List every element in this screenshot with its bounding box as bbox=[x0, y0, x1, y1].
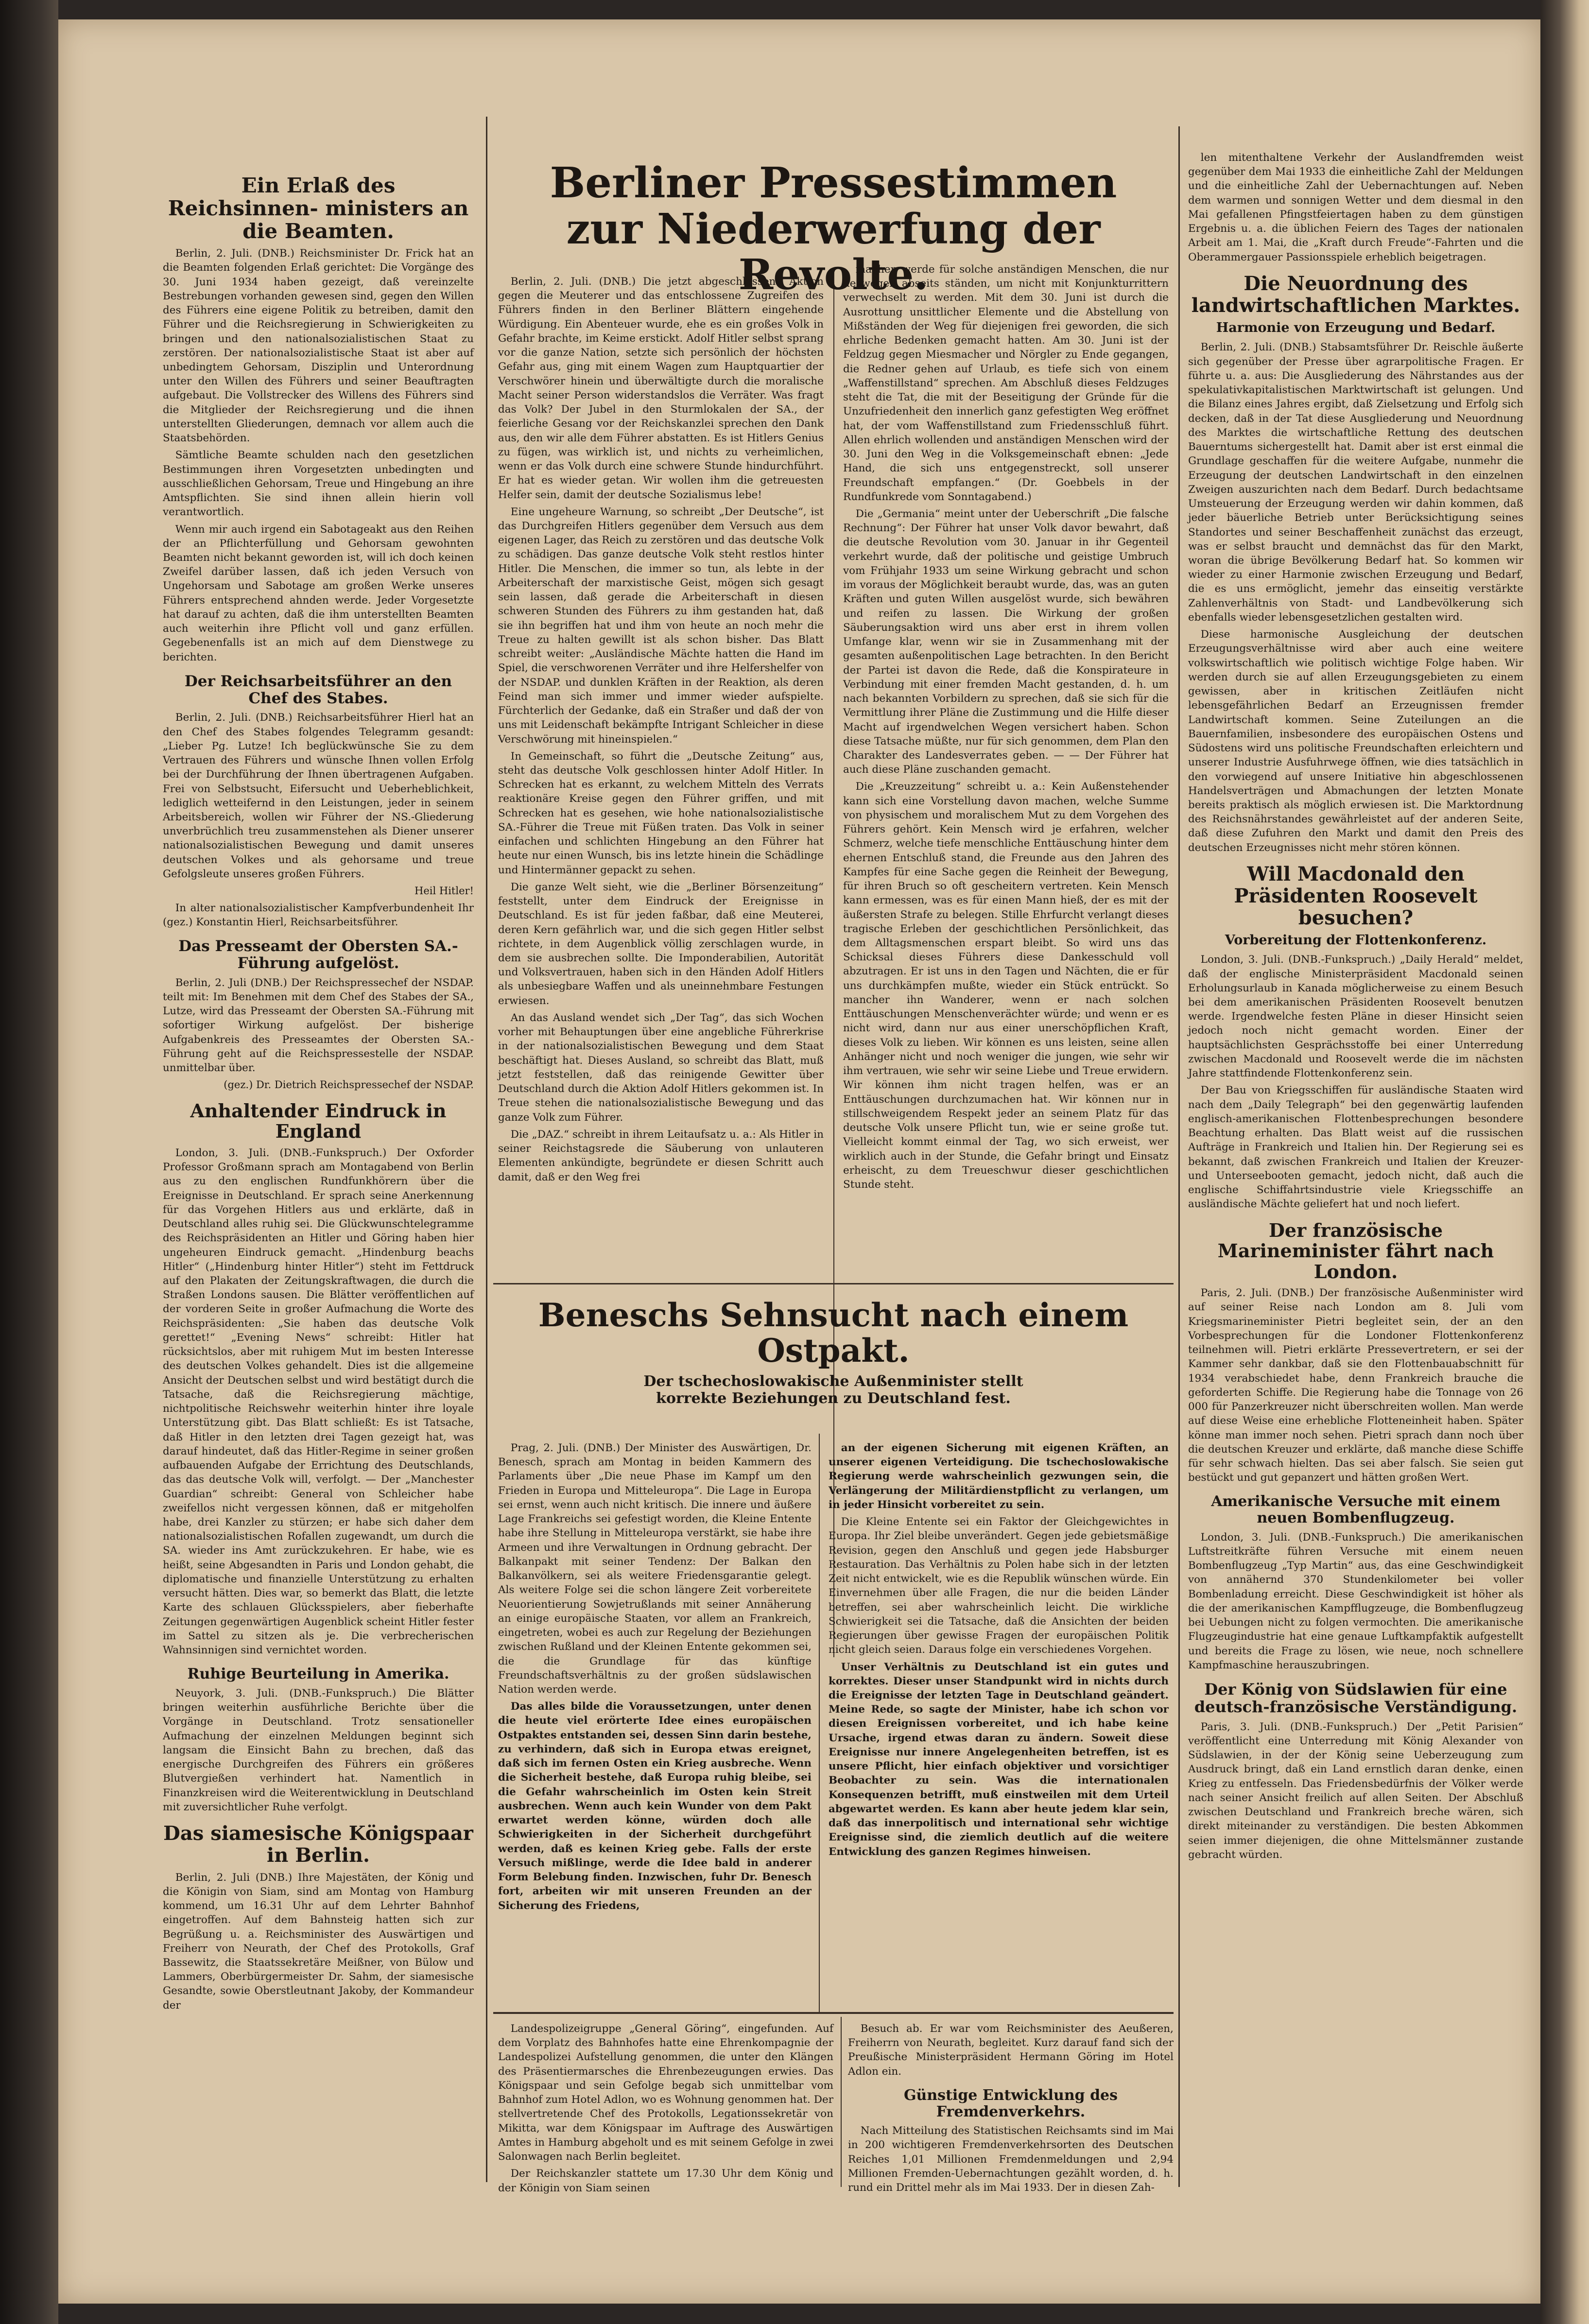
article-text: Neuyork, 3. Juli. (DNB.-Funkspruch.) Die Blätter bringen weiterhin ausführliche Berichte über die Vorgänge in Deutschland. Trotz sensationeller Aufmachung der einzelnen Meldungen beginnt sich langsam die Einsicht Bahn zu brechen, daß das energische Durchgreifen des Führers ein größeres Blutvergießen verhindert hat. Namentlich in Finanzkreisen wird die Weiterentwicklung in Deutschland mit zuversichtlicher Ruhe verfolgt. bbox=[163, 1687, 474, 1813]
column-1 bbox=[163, 165, 474, 2015]
column-rule bbox=[819, 1434, 820, 2012]
article-text: Die „Germania“ meint unter der Ueberschrift „Die falsche Rechnung“: Der Führer hat unser Volk davor bewahrt, daß die deutsche Revolution vom 30. Januar in ihr Gegenteil verkehrt wurde, daß der politische und geistige Umbruch vom Frühjahr 1933 um seine Wirkung gebracht und schon im voraus der Möglichkeit beraubt wurde, das, was an guten Kräften und guten Willen ausgelöst wurde, sich bewähren und reifen zu lassen. Die Wirkung der großen Säuberungsaktion wird uns aber erst in ihrem vollen Umfange klar, wenn wir sie in Zusammenhang mit der gesamten außenpolitischen Lage betrachten. In den Bericht der Partei ist davon die Rede, daß die Konspirateure in Verbindung mit einer fremden Macht gestanden, d. h. um nach bekannten Vorbildern zu sprechen, daß sie sich für die Vermittlung ihrer Pläne die Zustimmung und die Hilfe dieser Macht auf irgendwelchen Wegen versichert haben. Schon diese Tatsache müßte, nur für sich genommen, dem Plan den Charakter des Landesverrates geben. — — Der Führer hat auch diese Pläne zuschanden gemacht. bbox=[843, 507, 1169, 776]
article-text: machen werde für solche anständigen Menschen, die nur deswegen abseits ständen, um nicht mit Konjunkturrittern verwechselt zu werden. Mit dem 30. Juni ist durch die Ausrottung unsittlicher Elemente und die Abstellung von Mißständen der Weg für diejenigen frei geworden, die sich ehrliche Bedenken gemacht hatten. Am 30. Juni ist der Feldzug gegen Miesmacher und Nörgler zu Ende gegangen, die Redner gehen auf Urlaub, es tiefe sich von einem „Waffenstillstand“ sprechen. Am Abschluß dieses Feldzuges steht die Tat, die mit der Beseitigung der Gründe für die Unzufriedenheit den innerlich ganz gefestigten Weg eröffnet hat, der vom Waffenstillstand zum Friedensschluß führt. Allen ehrlich wollenden und anständigen Menschen wird der 30. Juni den Weg in die Volksgemeinschaft ebnen: „Jede Hand, die sich uns entgegenstreckt, soll unserer Freundschaft empfangen.“ (Dr. Goebbels in der Rundfunkrede vom Sonntagabend.) bbox=[843, 263, 1169, 503]
bottom-block-siam bbox=[498, 2022, 833, 2198]
subheadline-flottenkonferenz: Vorbereitung der Flottenkonferenz. bbox=[1225, 933, 1487, 948]
column-rule bbox=[486, 117, 487, 2182]
article-text: Die ganze Welt sieht, wie die „Berliner Börsenzeitung“ feststellt, unter dem Eindruck der Ereignisse in Deutschland. Es ist für jeden faßbar, daß eine Meuterei, deren Kern gefährlich war, und die sich gegen Hitler selbst richtete, in dem Augenblick völlig zerschlagen wurde, in dem sie ausbrechen sollte. Die Imponderabilien, Autorität und Volksvertrauen, haben sich in den Händen Adolf Hitlers als unbesiegbare Waffen und als uneinnehmbare Festungen erwiesen. bbox=[498, 881, 824, 1007]
benesch-headline bbox=[496, 1298, 1171, 1407]
column-3 bbox=[843, 262, 1169, 1195]
article-text: Berlin, 2. Juli (DNB.) Der Reichspressechef der NSDAP. teilt mit: Im Benehmen mit dem Chef des Stabes der SA., Lutze, wird das Presseamt der Obersten SA.-Führung mit sofortiger Wirkung aufgelöst. Der bisherige Aufgabenkreis des Presseamtes der Obersten SA.-Führung geht auf die Reichspressestelle der NSDAP. unmittelbar über. bbox=[163, 976, 474, 1074]
article-text: Diese harmonische Ausgleichung der deutschen Erzeugungsverhältnisse wird aber auch eine weitere volkswirtschaftlich wie politisch wichtige Folge haben. Wir werden durch sie auf allen Erzeugungsgebieten zu einem gewissen, aber in kritischen Zeitläufen nicht lebensgefährlichen Bedarf an Erzeugnissen fremder Landwirtschaft kommen. Seine Zuteilungen an die Bauernfamilien, insbesondere des europäischen Ostens und Südostens wird uns politische Freundschaften erleichtern und unserer Industrie Ausfuhrwege öffnen, wie dies tatsächlich in den vorwiegend auf unsere Initiative hin abgeschlossenen Handelsverträgen und Abmachungen der letzten Monate bereits praktisch als möglich erwiesen ist. Die Marktordnung des Reichsnährstandes gewährleistet auf der anderen Seite, daß diese Zufuhren den Markt und damit den Preis des deutschen Erzeugnisses nicht mehr stören können. bbox=[1188, 628, 1523, 854]
headline-england: Anhaltender Eindruck in England bbox=[190, 1099, 447, 1143]
next-page-edge bbox=[1540, 0, 1589, 2324]
headline-amerika: Ruhige Beurteilung in Amerika. bbox=[187, 1665, 449, 1683]
headline-reichsarbeitsfuehrer: Der Reichsarbeitsführer an den Chef des Stabes. bbox=[184, 672, 452, 707]
article-text: Heil Hitler! bbox=[415, 885, 474, 897]
article-text: Unser Verhältnis zu Deutschland ist ein gutes und korrektes. Dieser unser Standpunkt wird in nichts durch die Ereignisse der letzten Tage in Deutschland geändert. Meine Rede, so sagte der Minister, habe ich schon vor diesen Ereignissen vorbereitet, und ich habe keine Ursache, irgend etwas daran zu ändern. Soweit diese Ereignisse nur innere Angelegenheiten betreffen, ist es unsere Pflicht, hier einfach objektiver und vorsichtiger Beobachter zu sein. Was die internationalen Konsequenzen betrifft, muß einstweilen mit dem Urteil abgewartet werden. Es kann aber heute jedem klar sein, daß das innerpolitisch und international sehr wichtige Ereignisse sind, die ziemlich deutlich auf die weitere Entwicklung des ganzen Regimes hinweisen. bbox=[829, 1661, 1169, 1858]
column-2 bbox=[498, 275, 824, 1187]
article-text: an der eigenen Sicherung mit eigenen Kräften, an unserer eigenen Verteidigung. Die tschechoslowakische Regierung werde wahrscheinlich gezwungen sein, die Verlängerung der Militärdienstpflicht zu verlangen, um in jeder Hinsicht vorbereitet zu sein. bbox=[829, 1442, 1169, 1511]
article-text: Paris, 3. Juli. (DNB.-Funkspruch.) Der „Petit Parisien“ veröffentlicht eine Unterredung mit König Alexander von Südslawien, in der der König seine Ueberzeugung zum Ausdruck bringt, daß ein Land ernstlich daran denke, einen Krieg zu entfesseln. Das Friedensbedürfnis der Völker werde nach seiner Ansicht freilich auf allen Seiten. Der Abschluß zwischen Deutschland und Frankreich breche wären, sich direkt miteinander zu verständigen. Die besten Abkommen seien immer diejenigen, die ohne Mittelsmänner zustande gebracht würden. bbox=[1188, 1720, 1523, 1861]
article-text: Berlin, 2. Juli. (DNB.) Reichsminister Dr. Frick hat an die Beamten folgenden Erlaß gerichtet: Die Vorgänge des 30. Juni 1934 haben gezeigt, daß vereinzelte Bestrebungen vorhanden gewesen sind, gegen den Willen des Führers eine eigene Politik zu betreiben, damit den Führer und die Reichsregierung in Schwierigkeiten zu bringen und den nationalsozialistischen Staat zu zerstören. Der nationalsozialistische Staat ist aber auf unbedingtem Gehorsam, Disziplin und Unterordnung unter den Willen des Führers und seiner Beauftragten aufgebaut. Die Vollstrecker des Willens des Führers sind die Mitglieder der Reichsregierung und die ihnen unterstellten Gliederungen, demnach vor allem auch die Staatsbehörden. bbox=[163, 247, 474, 445]
headline-macdonald: Will Macdonald den Präsidenten Roosevelt besuchen? bbox=[1234, 862, 1478, 929]
subheadline-harmonie: Harmonie von Erzeugung und Bedarf. bbox=[1216, 320, 1496, 336]
headline-marineminister: Der französische Marineminister fährt nach London. bbox=[1217, 1219, 1494, 1283]
article-text: Landespolizeigruppe „General Göring“, eingefunden. Auf dem Vorplatz des Bahnhofes hatte eine Ehrenkompagnie der Landespolizei Aufstellung genommen, die unter den Klängen des Präsentiermarsches die Ehrenbezeugungen erwies. Das Königspaar und sein Gefolge begab sich unmittelbar vom Bahnhof zum Hotel Adlon, wo es Wohnung genommen hat. Der stellvertretende Chef des Protokolls, Legationssekretär von Mikitta, war dem Königspaar im Auftrage des Auswärtigen Amtes in Hamburg abgeholt und es mit seinem Gefolge in zwei Salonwagen nach Berlin begleitet. bbox=[498, 2023, 833, 2163]
article-text: London, 3. Juli. (DNB.-Funkspruch.) „Daily Herald“ meldet, daß der englische Ministerpräsident Macdonald seinen Erholungsurlaub in Kanada möglicherweise zu einem Besuch bei dem amerikanischen Präsidenten Roosevelt benutzen werde. Irgendwelche festen Pläne in dieser Hinsicht seien jedoch noch nicht gemacht worden. Einer der hauptsächlichsten Gesprächsstoffe bei einer Unterredung zwischen Macdonald und Roosevelt werde die im nächsten Jahre stattfindende Flottenkonferenz sein. bbox=[1188, 954, 1523, 1080]
column-rule bbox=[1178, 126, 1180, 2187]
column-3-lower bbox=[498, 1441, 812, 1916]
headline-neuordnung: Die Neuordnung des landwirtschaftlichen Marktes. bbox=[1191, 272, 1520, 317]
article-text: Paris, 2. Juli. (DNB.) Der französische Außenminister wird auf seiner Reise nach London am 8. Juli vom Kriegsmarineminister Pietri begleitet sein, der an den Vorbesprechungen für die Londoner Flottenkonferenz teilnehmen will. Pietri erklärte Pressevertretern, er sei der Kammer sehr dankbar, daß sie den Flottenbauabschnitt für 1934 verabschiedet habe, denn Frankreich brauche die geforderten Schiffe. Die Regierung habe die Tonnage von 26 000 für Panzerkreuzer nicht überschreiten wollen. Man werde auf diese Weise eine erhebliche Flotteneinheit haben. Später könne man immer noch sehen. Pietri sprach dann noch über die deutschen Kreuzer und erklärte, daß manche diese Schiffe für sehr schwach hielten. Das sei aber falsch. Sie seien gut bestückt und gut gepanzert und hätten großen Wert. bbox=[1188, 1287, 1523, 1484]
article-text: Die Kleine Entente sei ein Faktor der Gleichgewichtes in Europa. Ihr Ziel bleibe unverändert. Gegen jede gebietsmäßige Revision, gegen den Anschluß und gegen jede Habsburger Restauration. Das Verhältnis zu Polen habe sich in der letzten Zeit nicht entwickelt, wie es die Republik wünschen würde. Ein Einvernehmen über alle Fragen, die nur die beiden Länder betreffen, sei aber wahrscheinlich leicht. Die wirkliche Schwierigkeit sei die Tatsache, daß die Ansichten der beiden Regierungen über gewisse Fragen der europäischen Politik nicht gleich seien. Daraus folge ein verschiedenes Vorgehen. bbox=[829, 1516, 1169, 1656]
article-text: Nach Mitteilung des Statistischen Reichsamts sind im Mai in 200 wichtigeren Fremdenverkehrsorten des Deutschen Reiches 1,01 Millionen Fremdenmeldungen und 2,94 Millionen Fremden-Uebernachtungen gezählt worden, d. h. rund ein Drittel mehr als im Mai 1933. Der in diesen Zah- bbox=[848, 2125, 1174, 2194]
benesch-title: Beneschs Sehnsucht nach einem Ostpakt. bbox=[538, 1296, 1129, 1370]
article-text: Die „Kreuzzeitung“ schreibt u. a.: Kein Außenstehender kann sich eine Vorstellung davon machen, welche Summe von physischem und moralischem Mut zu dem Vorgehen des Führers gehört. Kein Mensch wird je erfahren, welcher Schmerz, welche tiefe menschliche Enttäuschung hinter dem ehernen Entschluß stand, die Freunde aus den Jahren des Kampfes für eine Sache gegen die Reinheit der Bewegung, für ihren Bruch so oft gescheitern vertreten. Kein Mensch kann ermessen, was es für einen Mann hieß, der es mit der äußersten Strafe zu belegen. Stille Ehrfurcht verlangt dieses tragische Erleben der geschichtlichen Persönlichkeit, das dem Alltagsmenschen erspart bleibt. So wird uns das Schicksal dieses Führers diese Dankesschuld voll abzutragen. Er ist uns in den Tagen und Nächten, die er für uns durchkämpfen mußte, wieder ein Stück entrückt. So mancher ihn Wanderer, wenn er nach solchen Enttäuschungen Menschenverächter würde; und wenn er es nicht wird, dann nur aus einer unerschöpflichen Kraft, dieses Volk zu lieben. Wir können es uns leisten, seine allen Anhänger nicht und noch weniger die jungen, wie sehr wir ihm vertrauen, wie sehr wir seine Liebe und Treue erwidern. Wir können ihm nicht tragen helfen, was er an Enttäuschungen durchzumachen hat. Wir können nur in stillschweigendem Respekt jeder an seinem Platz für das deutsche Volk unsere Pflicht tun, wie er seine große tut. Vielleicht kommt einmal der Tag, wo sich erweist, wer wirklich auch in der Stunde, die Gefahr bringt und Einsatz erheischt, zu dem Treueschwur dieser geschichtlichen Stunde steht. bbox=[843, 780, 1169, 1191]
book-binding bbox=[0, 0, 58, 2324]
main-headline-line-2: zur Niederwerfung der Revolte. bbox=[566, 204, 1101, 300]
article-text: London, 3. Juli. (DNB.-Funkspruch.) Die amerikanischen Luftstreitkräfte führen Versuche mit einem neuen Bombenflugzeug „Typ Martin“ aus, das eine Geschwindigkeit von annähernd 370 Stundenkilometer bei voller Bombenladung erreicht. Diese Geschwindigkeit ist höher als die der amerikanischen Kampfflugzeuge, die Bombenflugzeug bei Uebungen nicht zu folgen vermochten. Die amerikanische Flugzeugindustrie hat eine genaue Luftkampfaktik aufgestellt und bereits die Frage zu lösen, wie neue, noch schnellere Kampfmaschine herauszubringen. bbox=[1188, 1531, 1523, 1671]
main-headline-line-1: Berliner Pressestimmen bbox=[550, 158, 1117, 208]
headline-presseamt: Das Presseamt der Obersten SA.-Führung aufgelöst. bbox=[178, 937, 458, 972]
headline-erlass: Ein Erlaß des Reichsinnen- ministers an die Beamten. bbox=[168, 173, 469, 243]
article-text: Der Bau von Kriegsschiffen für ausländische Staaten wird nach dem „Daily Telegraph“ bei den gegenwärtig laufenden englisch-amerikanischen Flottenbesprechungen besondere Beachtung erhalten. Das Blatt weist auf die russischen Aufträge in Frankreich und Italien hin. Der Regierung sei es bekannt, daß zwischen Frankreich und Italien der Kreuzer- und Unterseebooten gemacht, jedoch nicht, daß auch die englische Schiffahrtsindustrie viele Kriegsschiffe an ausländische Mächte geliefert hat und noch liefert. bbox=[1188, 1084, 1523, 1211]
article-text: Berlin, 2. Juli. (DNB.) Reichsarbeitsführer Hierl hat an den Chef des Stabes folgendes Telegramm gesandt: „Lieber Pg. Lutze! Ich beglückwünsche Sie zu dem Vertrauen des Führers und wünsche Ihnen vollen Erfolg bei der Durchführung der Ihnen übertragenen Aufgaben. Frei von Selbstsucht, Eifersucht und Ueberheblichkeit, lediglich wetteifernd in den Leistungen, jeder in seinem Arbeitsbereich, wollen wir Führer der NS.-Gliederung unverbrüchlich treu zusammenstehen als Diener unserer nationalsozialistischen Bewegung und damit unseres deutschen Volkes und als gehorsame und treue Gefolgsleute unseres großen Führers. bbox=[163, 711, 474, 880]
bottom-block-fremdenverkehr bbox=[848, 2022, 1174, 2198]
article-text: Prag, 2. Juli. (DNB.) Der Minister des Auswärtigen, Dr. Benesch, sprach am Montag in beiden Kammern des Parlaments über „Die neue Phase im Kampf um den Frieden in Europa und Mitteleuropa“. Die Lage in Europa sei ernst, wenn auch nicht kritisch. Die innere und äußere Lage Frankreichs sei gefestigt worden, die Kleine Entente habe ihre Stellung in Mitteleuropa verstärkt, sie habe ihre Armeen und ihre Verwaltungen in Ordnung gebracht. Der Balkanpakt mit seiner Tendenz: Der Balkan den Balkanvölkern, sei als weitere Friedensgarantie gelegt. Als weitere Folge sei die schon längere Zeit vorbereitete Neuorientierung Sowjetrußlands mit seiner Annäherung an einige europäische Staaten, vor allem an Frankreich, eingetreten, wobei es auch zur Regelung der Beziehungen zwischen Rußland und der Kleinen Entente gekommen sei, die die Grundlage für das künftige Freundschaftsverhältnis zu der großen südslawischen Nation werden werde. bbox=[498, 1442, 812, 1696]
article-text: Berlin, 2. Juli. (DNB.) Stabsamtsführer Dr. Reischle äußerte sich gegenüber der Presse über agrarpolitische Fragen. Er führte u. a. aus: Die Ausgliederung des Nährstandes aus der spekulativkapitalistischen Marktwirtschaft ist gelungen. Und die Bilanz eines Jahres ergibt, daß Zielsetzung und Erfolg sich decken, daß in der Tat diese Ausgliederung und Neuordnung des Marktes die wirtschaftliche Rettung des deutschen Bauerntums sichergestellt hat. Damit aber ist erst einmal die Grundlage geschaffen für die weitere Aufgabe, nunmehr die Erzeugung der deutschen Landwirtschaft in den einzelnen Zweigen auszurichten nach dem Bedarf. Durch bedachtsame Umsteuerung der Erzeugung werden wir dahin kommen, daß jeder bäuerliche Betrieb unter Berücksichtigung seines Standortes und seiner Beschaffenheit zunächst das erzeugt, was er selbst braucht und demnächst das für den Markt, woran die übrige Bevölkerung Bedarf hat. So kommen wir wieder zu einer Harmonie zwischen Erzeugung und Bedarf, die es uns ermöglicht, jemehr das einseitig verstärkte Zahlenverhältnis von Stadt- und Landbevölkerung sich ebenfalls wieder lebensgesetzlichen gestalten wird. bbox=[1188, 341, 1523, 624]
article-text: Wenn mir auch irgend ein Sabotageakt aus den Reihen der an Pflichterfüllung und Gehorsam gewohnten Beamten nicht bekannt geworden ist, will ich doch keinen Zweifel darüber lassen, daß ich jeden Versuch von Ungehorsam und Sabotage am großen Werke unseres Führers entsprechend ahnden werde. Jeder Vorgesetzte hat darauf zu achten, daß die ihm unterstellten Beamten auch weiterhin ihre Pflicht voll und ganz erfüllen. Gegebenenfalls ist an mich auf dem Dienstwege zu berichten. bbox=[163, 523, 474, 663]
article-text: len mitenthaltene Verkehr der Auslandfremden weist gegenüber dem Mai 1933 die einheitliche Zahl der Meldungen und die einheitliche Zahl der Uebernachtungen auf. Neben dem warmen und sonnigen Wetter und dem diesmal in den Mai gefallenen Pfingstfeiertagen haben zu dem günstigen Ergebnis u. a. die üblichen Feiern des Tages der nationalen Arbeit am 1. Mai, die „Kraft durch Freude“-Fahrten und die Oberammergauer Passionsspiele erheblich beigetragen. bbox=[1188, 152, 1523, 263]
section-rule bbox=[493, 2012, 1174, 2014]
headline-siam: Das siamesische Königspaar in Berlin. bbox=[163, 1822, 473, 1867]
section-rule bbox=[493, 1283, 1174, 1284]
article-text: Der Reichskanzler stattete um 17.30 Uhr dem König und der Königin von Siam seinen bbox=[498, 2168, 833, 2194]
article-text: Sämtliche Beamte schulden nach den gesetzlichen Bestimmungen ihren Vorgesetzten unbedingten und ausschließlichen Gehorsam, Treue und Hingebung an ihre Amtspflichten. Sie sind ihnen allein hierin voll verantwortlich. bbox=[163, 449, 474, 519]
article-text: Das alles bilde die Voraussetzungen, unter denen die heute viel erörterte Idee eines europäischen Ostpaktes entstanden sei, dessen Sinn darin bestehe, zu verhindern, daß sich in Europa etwas ereignet, daß sich im fernen Osten ein Krieg ausbreche. Wenn die Sicherheit bestehe, daß Europa ruhig bleibe, sei die Gefahr wahrscheinlich im Osten kein Streit ausbrechen. Wenn auch kein Wunder von dem Pakt erwartet werden könne, würden doch alle Schwierigkeiten in der Sicherheit durchgeführt werden, daß es keinen Krieg gebe. Falls der erste Versuch mißlinge, werde die Idee bald in anderer Form Belebung finden. Inzwischen, fuhr Dr. Benesch fort, arbeiten wir mit unseren Freunden an der Sicherung des Friedens, bbox=[498, 1700, 812, 1912]
benesch-subtitle: Der tschechoslowakische Außenminister stellt korrekte Beziehungen zu Deutschland fest. bbox=[643, 1373, 1023, 1407]
column-4-lower bbox=[829, 1441, 1169, 1862]
signature: (gez.) Dr. Dietrich Reichspressechef der NSDAP. bbox=[224, 1079, 474, 1091]
article-text: Besuch ab. Er war vom Reichsminister des Aeußeren, Freiherrn von Neurath, begleitet. Kurz darauf fand sich der Preußische Ministerpräsident Hermann Göring im Hotel Adlon ein. bbox=[848, 2023, 1174, 2078]
headline-bombenflugzeug: Amerikanische Versuche mit einem neuen Bombenflugzeug. bbox=[1211, 1493, 1501, 1527]
article-text: Eine ungeheure Warnung, so schreibt „Der Deutsche“, ist das Durchgreifen Hitlers gegenüber dem Versuch aus dem eigenen Lager, das Reich zu zerstören und das deutsche Volk zu schädigen. Das ganze deutsche Volk steht restlos hinter Hitler. Die Menschen, die immer so tun, als lebte in der Arbeiterschaft der marxistische Geist, mögen sich gesagt sein lassen, daß gerade die Arbeiterschaft in diesen schweren Stunden des Führers zu ihm gestanden hat, daß sie ihn begriffen hat und ihm von heute an noch mehr die Treue zu halten gewillt ist als schon bisher. Das Blatt schreibt weiter: „Ausländische Mächte hatten die Hand im Spiel, die verschworenen Verräter und ihre Helfershelfer von der NSDAP. und dunklen Kräften in der Reaktion, als deren Feind man sich immer und immer wieder aufspielte. Fürchterlich der Gedanke, daß ein Straßer und daß der von uns mit Leidenschaft bekämpfte Intrigant Schleicher in diese Verschwörung mit hineinspielen.“ bbox=[498, 505, 824, 746]
column-rule bbox=[841, 2017, 842, 2187]
article-text: London, 3. Juli. (DNB.-Funkspruch.) Der Oxforder Professor Großmann sprach am Montagabend von Berlin aus zu den englischen Rundfunkhörern über die Ereignisse in Deutschland. Er sprach seine Anerkennung für das Vorgehen Hitlers aus und erklärte, daß in Deutschland alles ruhig sei. Die Glückwunschtelegramme des Reichspräsidenten an Hitler und Göring haben hier ungeheuren Eindruck gemacht. „Hindenburg beachs Hitler“ („Hindenburg hinter Hitler“) steht im Fettdruck auf den Plakaten der Zeitungskraftwagen, die durch die Straßen Londons sausen. Die Blätter veröffentlichen auf der vorderen Seite in großer Aufmachung die Worte des Reichspräsidenten: „Sie haben das deutsche Volk gerettet!“ „Evening News“ schreibt: Hitler hat rücksichtslos, aber mit ruhigem Mut im besten Interesse des deutschen Volkes gehandelt. Dies ist die allgemeine Ansicht der Deutschen selbst und wird bestätigt durch die Tatsache, daß die Reichsregierung mächtige, nichtpolitische Reichswehr weiterhin hinter ihre loyale Unterstützung gibt. Das Blatt schließt: Es ist Tatsache, daß Hitler in den letzten drei Tagen gezeigt hat, was darauf hindeutet, daß das Hitler-Regime in seiner großen aufbauenden Aufgabe der Errichtung des Deutschlands, das das deutsche Volk will, verfolgt. — Der „Manchester Guardian“ schreibt: General von Schleicher habe zweifellos nicht vergessen können, daß er mitgeholfen habe, drei Kanzler zu stürzen; er habe sich daher dem nationalsozialistischen Rofallen zugewandt, um durch die SA. wieder ins Amt zurückzukehren. Er habe, wie es heißt, seine Abgesandten in Paris und London gehabt, die diplomatische und finanzielle Unterstützung zu erhalten versucht hätten. Dies war, so bemerkt das Blatt, die letzte Karte des schlauen Glücksspielers, aber fieberhafte Zeitungen gegenwärtigen Augenblick scheint Hitler fester im Sattel zu sitzen als je. Die verbrecherischen Wahnsinnigen sind vernichtet worden. bbox=[163, 1146, 474, 1657]
article-text: Berlin, 2. Juli (DNB.) Ihre Majestäten, der König und die Königin von Siam, sind am Montag von Hamburg kommend, um 16.31 Uhr auf dem Lehrter Bahnhof eingetroffen. Auf dem Bahnsteig hatten sich zur Begrüßung u. a. Reichsminister des Auswärtigen und Freiherr von Neurath, der Chef des Protokolls, Graf Bassewitz, die Staatssekretäre Meißner, von Bülow und Lammers, Oberbürgermeister Dr. Sahm, der siamesische Gesandte, sowie Oberstleutnant Jakoby, der Kommandeur der bbox=[163, 1871, 474, 2012]
headline-fremdenverkehr: Günstige Entwicklung des Fremdenverkehrs. bbox=[903, 2086, 1118, 2120]
newspaper-page bbox=[58, 19, 1540, 2304]
article-text: Die „DAZ.“ schreibt in ihrem Leitaufsatz u. a.: Als Hitler in seiner Reichstagsrede die Säuberung von unlauteren Elementen ankündigte, begründete er diesen Schritt auch damit, daß er den Weg frei bbox=[498, 1128, 824, 1183]
article-text: In alter nationalsozialistischer Kampfverbundenheit Ihr (gez.) Konstantin Hierl, Reichsarbeitsführer. bbox=[163, 902, 474, 928]
article-text: In Gemeinschaft, so führt die „Deutsche Zeitung“ aus, steht das deutsche Volk geschlossen hinter Adolf Hitler. In Schrecken hat es erkannt, zu welchem Mitteln des Verrats reaktionäre Kreise gegen den Führer griffen, und mit Schrecken hat es gesehen, wie hohe nationalsozialistische SA.-Führer die Treue mit Füßen traten. Das Volk in seiner einfachen und schlichten Hingebung an den Führer hat heute nur einen Wunsch, bis ins letzte hinein die Schädlinge und Hintermänner gepackt zu sehen. bbox=[498, 750, 824, 876]
column-5 bbox=[1188, 151, 1523, 1865]
headline-suedslawien: Der König von Südslawien für eine deutsch-französische Verständigung. bbox=[1194, 1680, 1518, 1716]
article-text: An das Ausland wendet sich „Der Tag“, das sich Wochen vorher mit Behauptungen über eine angebliche Führerkrise in der nationalsozialistischen Bewegung und dem Staat beschäftigt hat. Dieses Ausland, so schreibt das Blatt, muß jetzt feststellen, daß das reinigende Gewitter über Deutschland durch die Aktion Adolf Hitlers gekommen ist. In Treue stehen die nationalsozialistische Bewegung und das ganze Volk zum Führer. bbox=[498, 1011, 824, 1124]
article-text: Berlin, 2. Juli. (DNB.) Die jetzt abgeschlossene Aktion gegen die Meuterer und das entschlossene Zugreifen des Führers finden in den Berliner Blättern eingehende Würdigung. Ein Abenteuer wurde, ehe es ein großes Volk in Gefahr brachte, im Keime erstickt. Adolf Hitler selbst sprang vor die ganze Nation, setzte sich persönlich der höchsten Gefahr aus, ging mit einem Wagen zum Hauptquartier der Verschwörer hinein und überwältigte durch die moralische Macht seiner Person widerstandslos die Verräter. Was fragt das Volk? Der Jubel in den Sturmlokalen der SA., der feierliche Gesang vor der Reichskanzlei sprechen den Dank aus, den wir alle dem Führer abstatten. Es ist Hitlers Genius zu fügen, was wirklich ist, und nichts zu verheimlichen, wenn er das Volk durch eine schwere Stunde hindurchführt. Er hat es wieder getan. Wir wollen ihm die getreuesten Helfer sein, damit der deutsche Sozialismus lebe! bbox=[498, 276, 824, 501]
